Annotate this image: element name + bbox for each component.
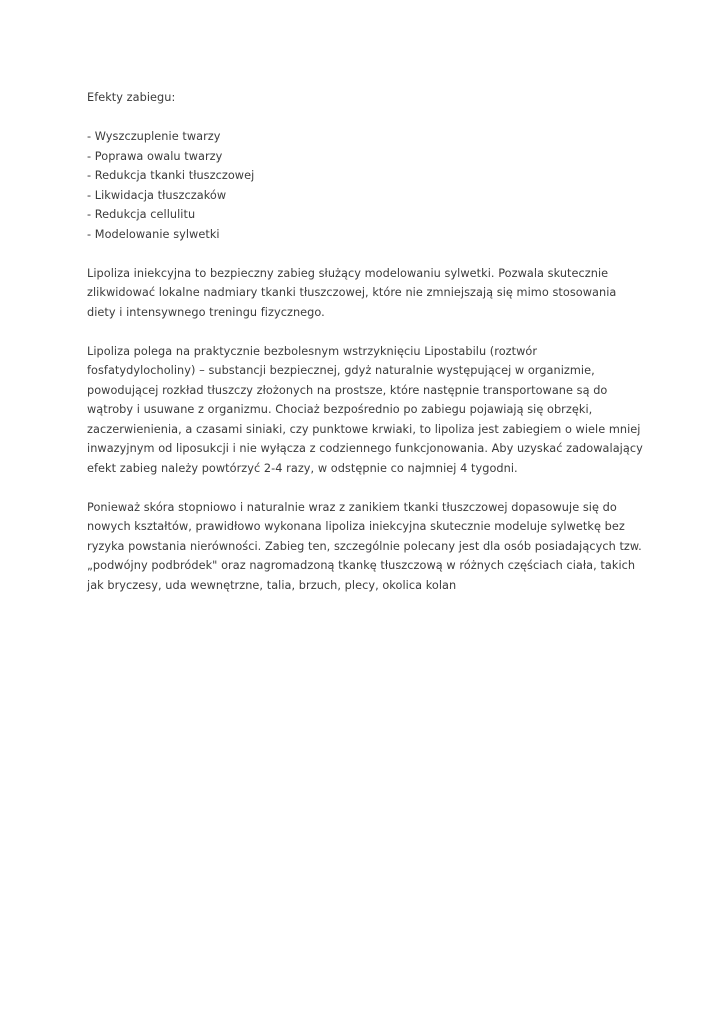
list-item: - Wyszczuplenie twarzy (87, 130, 221, 143)
document-body (87, 88, 647, 595)
list-item: - Redukcja tkanki tłuszczowej (87, 169, 255, 182)
spacer (87, 108, 647, 128)
list-item: - Poprawa owalu twarzy (87, 149, 223, 163)
paragraph-intro: Lipoliza iniekcyjna to bezpieczny zabieg służący modelowaniu sylwetki. Pozwala skutecznie zlikwidować lokalne nadmiary tkanki tłuszczowej, które nie zmniejszają się mimo stosowania diety i intensywnego treningu fizycznego. (87, 266, 617, 319)
spacer (87, 322, 647, 342)
section-heading: Efekty zabiegu: (87, 91, 176, 104)
list-item: - Likwidacja tłuszczaków (87, 188, 227, 202)
list-item: - Redukcja cellulitu (87, 208, 196, 221)
spacer (87, 478, 647, 498)
effects-list (87, 127, 647, 244)
list-item: - Modelowanie sylwetki (87, 227, 220, 241)
paragraph-procedure: Lipoliza polega na praktycznie bezbolesnym wstrzyknięciu Lipostabilu (roztwór fosfatydylocholiny) – substancji bezpiecznej, gdyż naturalnie występującej w organizmie, powodującej rozkład tłuszczy złożonych na prostsze, które następnie transportowane są do wątroby i usuwane z organizmu. Chociaż bezpośrednio po zabiegu pojawiają się obrzęki, zaczerwienienia, a czasami siniaki, czy punktowe krwiaki, to lipoliza jest zabiegiem o wiele mniej inwazyjnym od liposukcji i nie wyłącza z codziennego funkcjonowania. Aby uzyskać zadowalający efekt zabieg należy powtórzyć 2-4 razy, w odstępnie co najmniej 4 tygodni. (87, 344, 643, 475)
paragraph-results: Ponieważ skóra stopniowo i naturalnie wraz z zanikiem tkanki tłuszczowej dopasowuje się do nowych kształtów, prawidłowo wykonana lipoliza iniekcyjna skutecznie modeluje sylwetkę bez ryzyka powstania nierówności. Zabieg ten, szczególnie polecany jest dla osób posiadających tzw. „podwójny podbródek" oraz nagromadzoną tkankę tłuszczową w różnych częściach ciała, takich jak bryczesy, uda wewnętrzne, talia, brzuch, plecy, okolica kolan (87, 500, 642, 592)
spacer (87, 244, 647, 264)
